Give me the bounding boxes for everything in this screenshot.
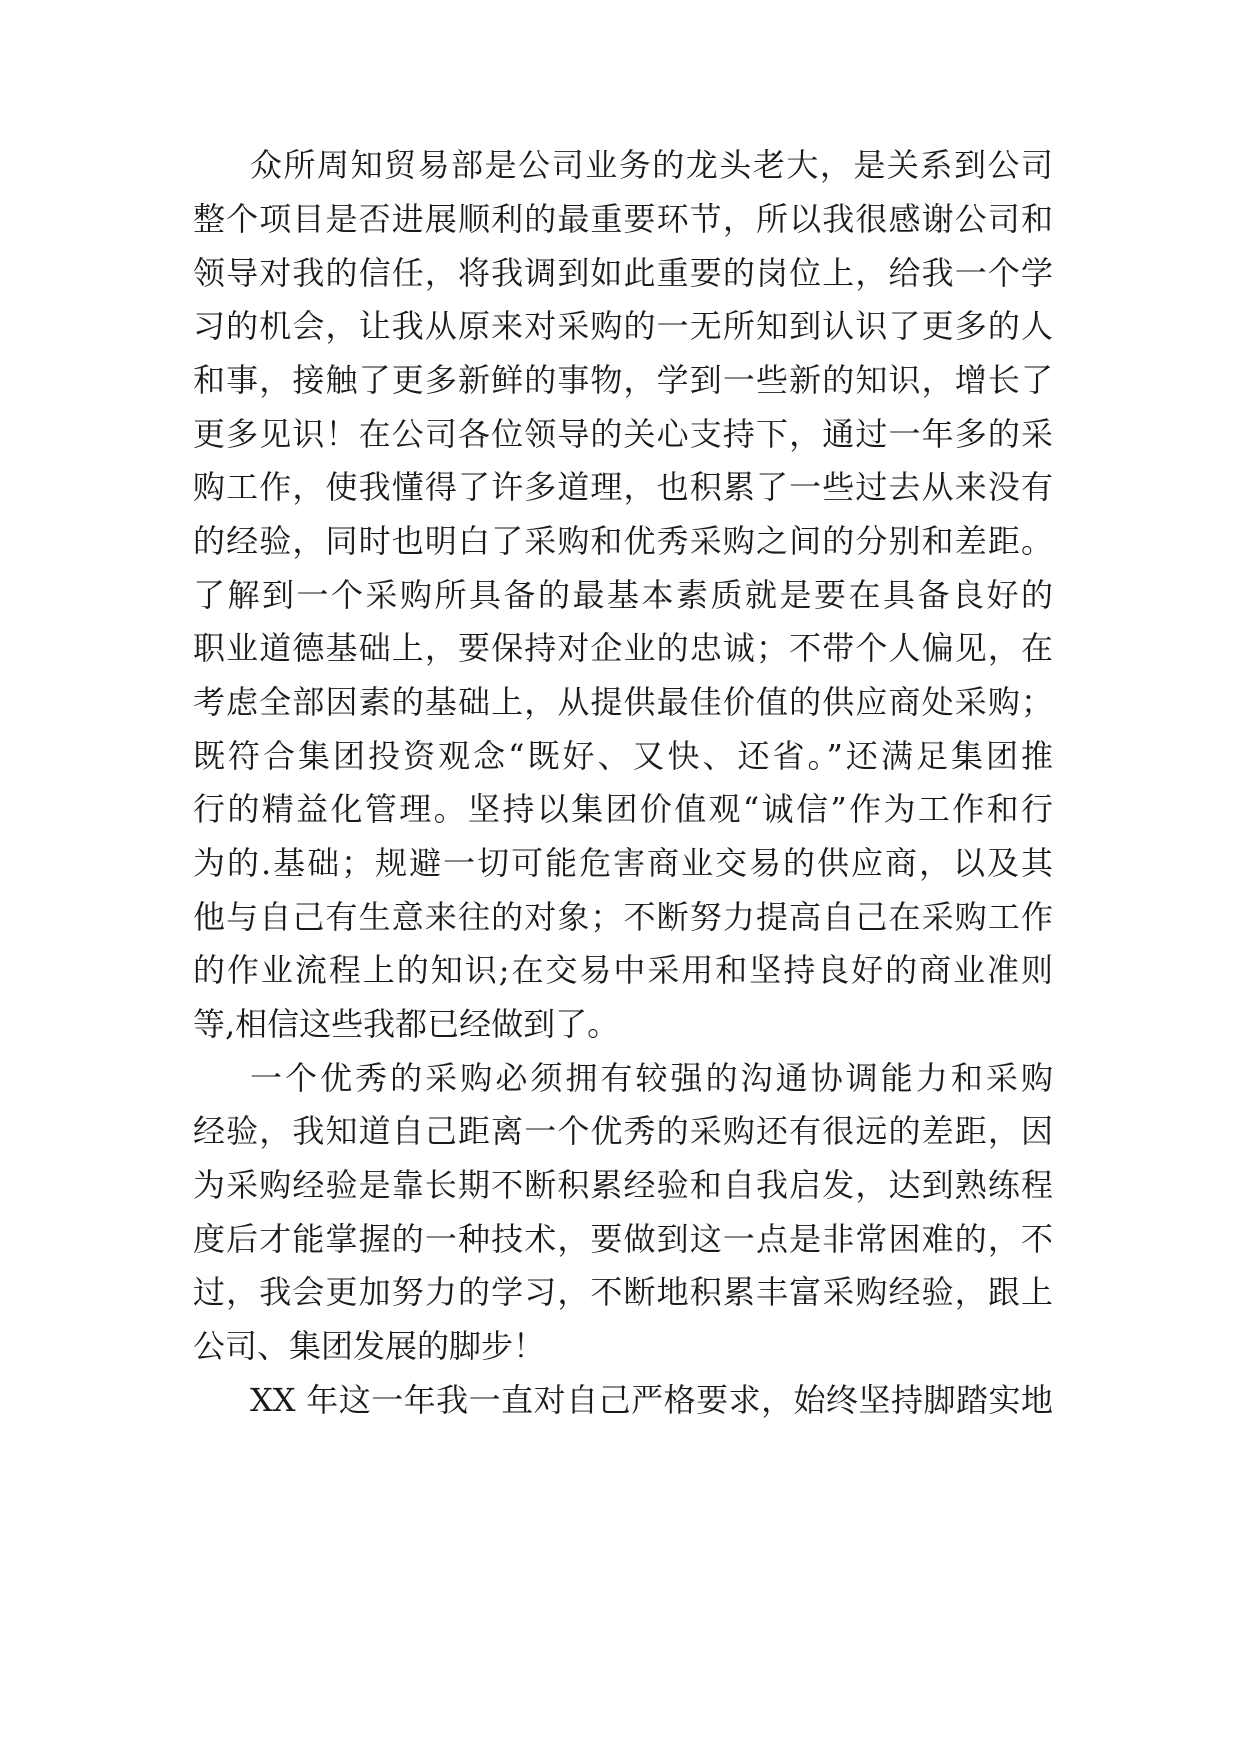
paragraph-2-line-1: 一个优秀的采购必须拥有较强的沟通协调能力和采购 <box>250 1059 1053 1097</box>
paragraph-2-line-2: 经验，我知道自己距离一个优秀的采购还有很远的差距，因 <box>193 1112 1053 1150</box>
paragraph-1-line-10: 职业道德基础上，要保持对企业的忠诚；不带个人偏见，在 <box>193 629 1053 667</box>
paragraph-1-line-8: 的经验，同时也明白了采购和优秀采购之间的分别和差距。 <box>193 522 1053 560</box>
paragraph-3-line-1: XX 年这一年我一直对自己严格要求，始终坚持脚踏实地 <box>250 1381 1053 1419</box>
paragraph-2-line-5: 过，我会更加努力的学习，不断地积累丰富采购经验，跟上 <box>193 1273 1053 1311</box>
paragraph-1-line-11: 考虑全部因素的基础上，从提供最佳价值的供应商处采购； <box>193 683 1053 721</box>
paragraph-1-line-3: 领导对我的信任，将我调到如此重要的岗位上，给我一个学 <box>193 254 1053 292</box>
paragraph-1-line-4: 习的机会，让我从原来对采购的一无所知到认识了更多的人 <box>193 307 1053 345</box>
paragraph-1-line-5: 和事，接触了更多新鲜的事物，学到一些新的知识，增长了 <box>193 361 1053 399</box>
paragraph-1-line-13: 行的精益化管理。坚持以集团价值观“诚信”作为工作和行 <box>193 790 1053 828</box>
paragraph-2-line-6: 公司、集团发展的脚步！ <box>193 1327 546 1365</box>
paragraph-1-line-9: 了解到一个采购所具备的最基本素质就是要在具备良好的 <box>193 576 1053 614</box>
paragraph-2-line-3: 为采购经验是靠长期不断积累经验和自我启发，达到熟练程 <box>193 1166 1053 1204</box>
paragraph-1-line-16: 的作业流程上的知识;在交易中采用和坚持良好的商业准则 <box>193 951 1053 989</box>
paragraph-1-line-7: 购工作，使我懂得了许多道理，也积累了一些过去从来没有 <box>193 468 1053 506</box>
paragraph-1-line-14: 为的.基础；规避一切可能危害商业交易的供应商，以及其 <box>193 844 1053 882</box>
paragraph-1-line-1: 众所周知贸易部是公司业务的龙头老大，是关系到公司 <box>250 146 1053 184</box>
paragraph-2-line-4: 度后才能掌握的一种技术，要做到这一点是非常困难的，不 <box>193 1220 1053 1258</box>
paragraph-1-line-2: 整个项目是否进展顺利的最重要环节，所以我很感谢公司和 <box>193 200 1053 238</box>
paragraph-1-line-15: 他与自己有生意来往的对象；不断努力提高自己在采购工作 <box>193 898 1053 936</box>
paragraph-1-line-6: 更多见识！在公司各位领导的关心支持下，通过一年多的采 <box>193 415 1053 453</box>
paragraph-1-line-12: 既符合集团投资观念“既好、又快、还省。”还满足集团推 <box>193 737 1053 775</box>
paragraph-1-line-17: 等,相信这些我都已经做到了。 <box>193 1005 620 1043</box>
